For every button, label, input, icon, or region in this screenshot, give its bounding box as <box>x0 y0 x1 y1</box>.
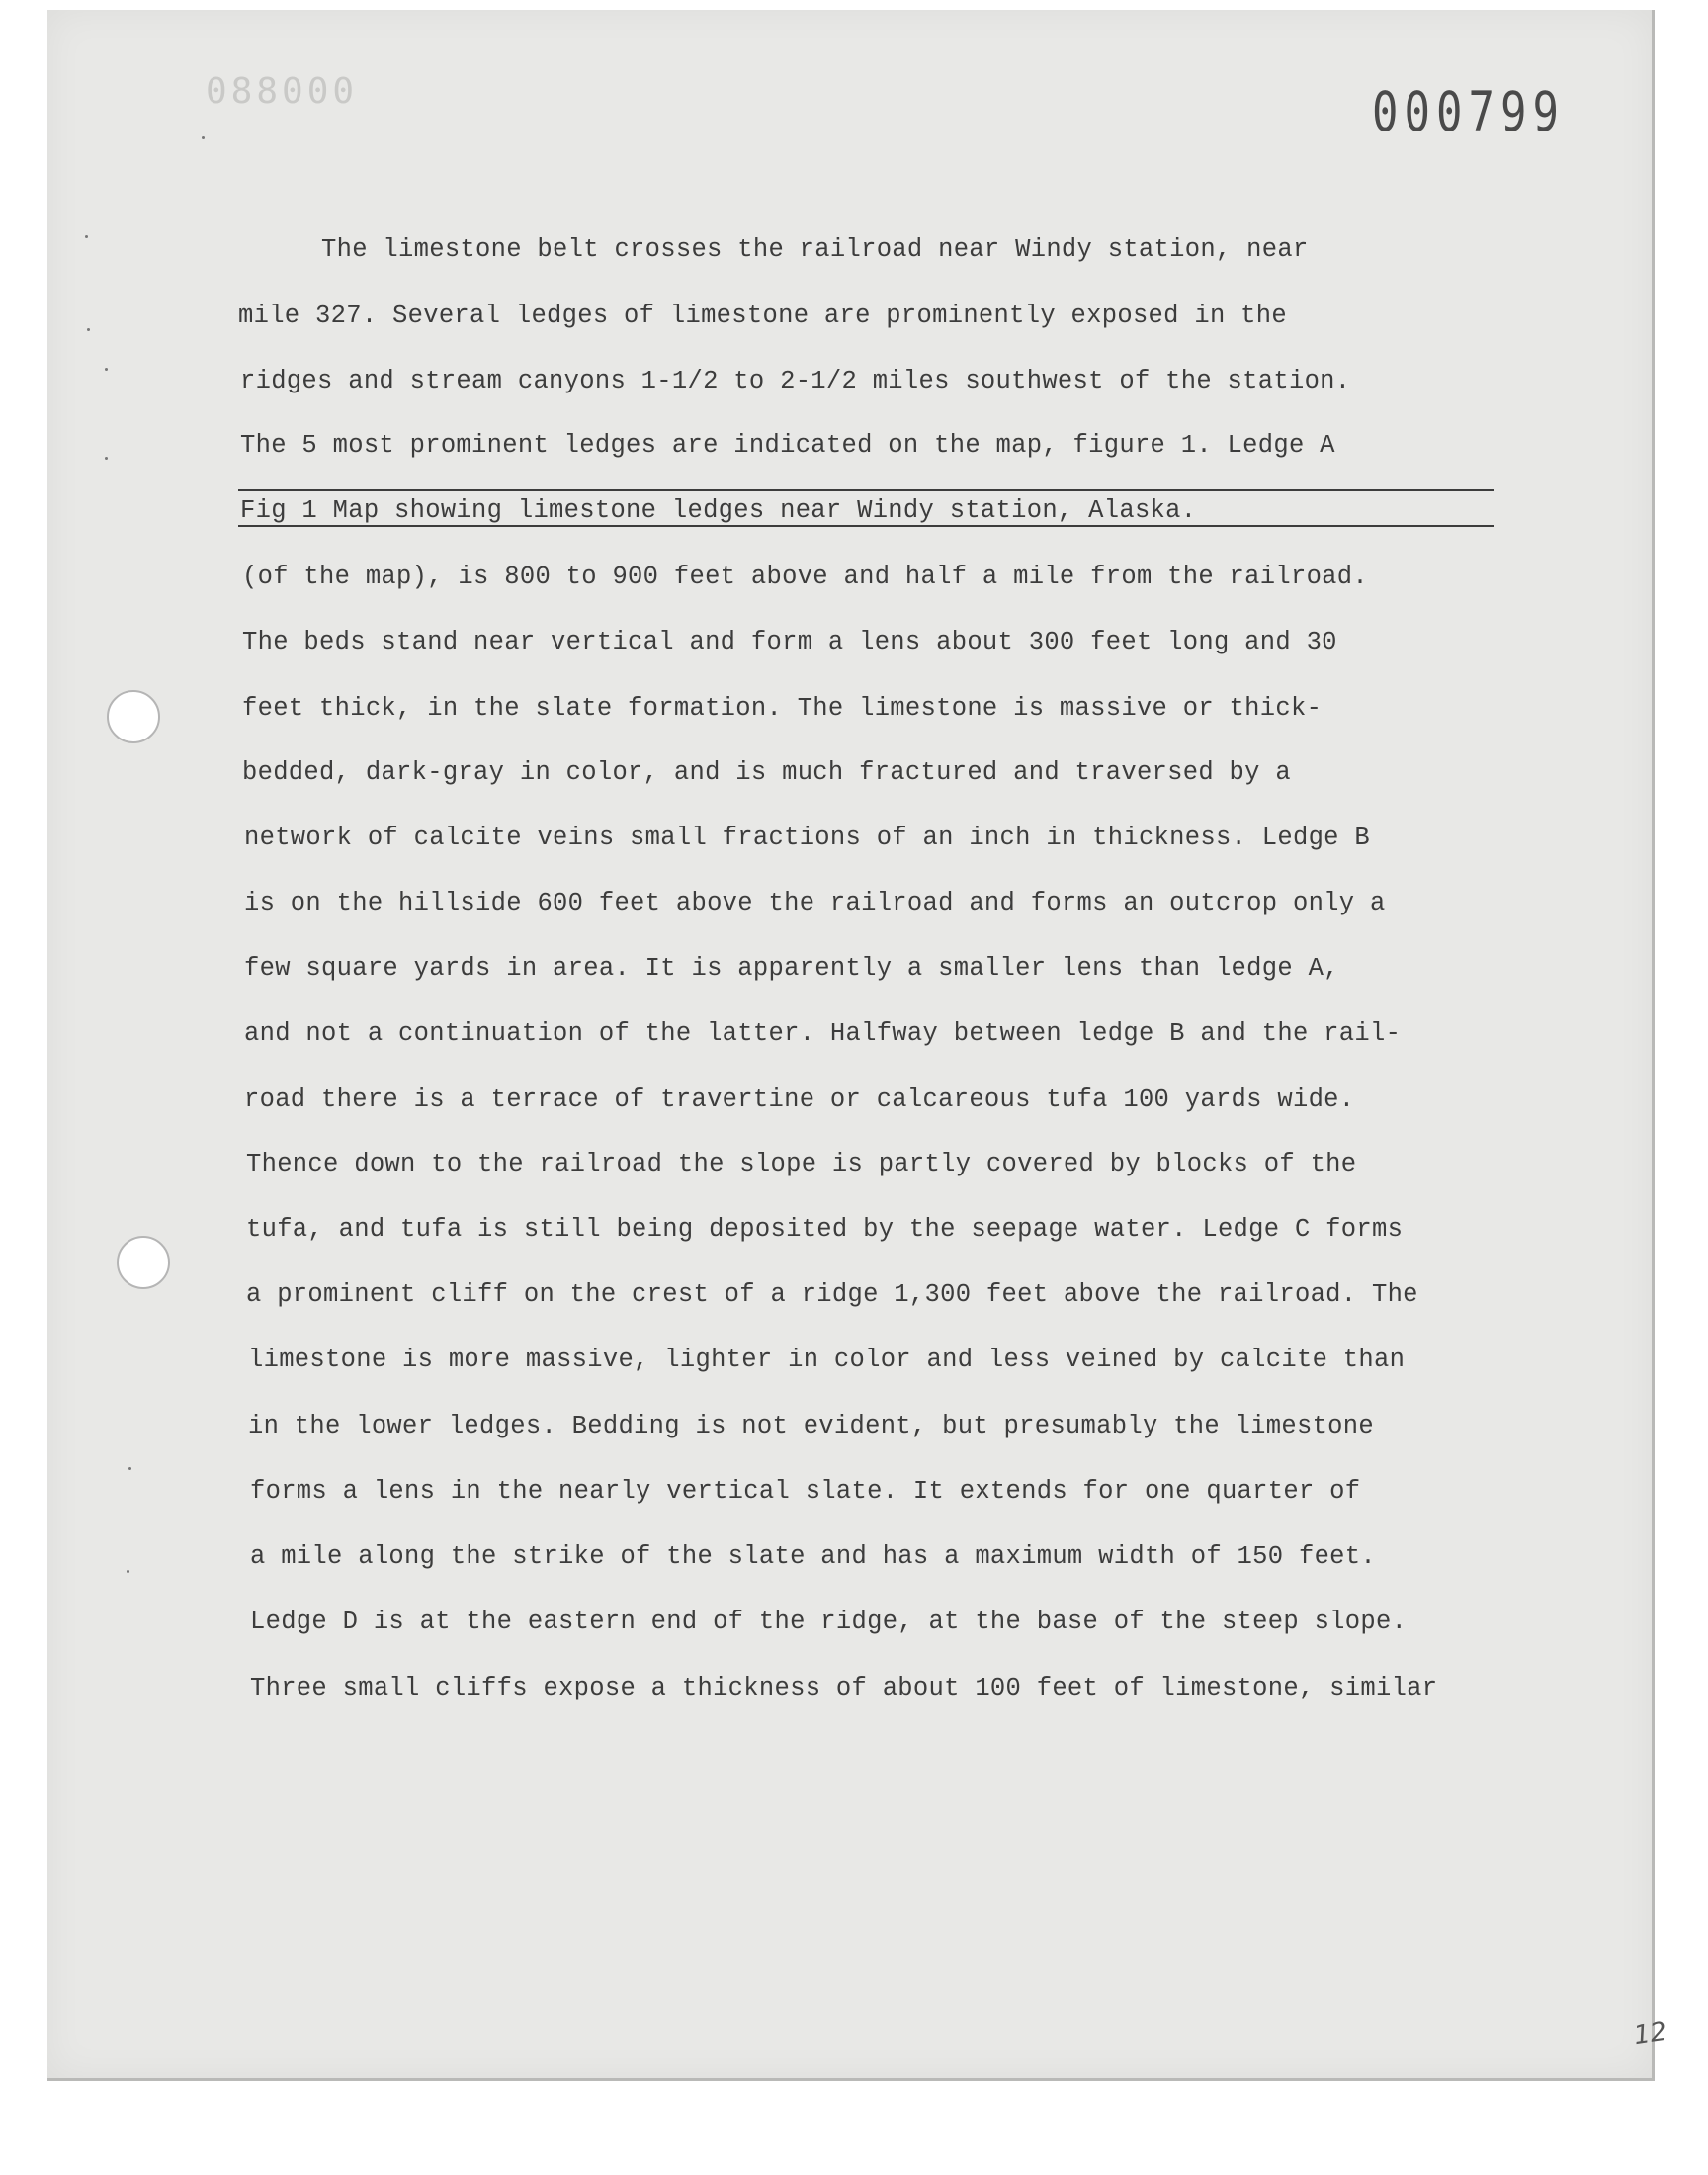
text-line: a mile along the strike of the slate and has a maximum width of 150 feet. <box>250 1542 1376 1571</box>
caption-rule-bottom <box>238 525 1494 527</box>
text-line: road there is a terrace of travertine or calcareous tufa 100 yards wide. <box>244 1086 1355 1114</box>
text-line: and not a continuation of the latter. Halfway between ledge B and the rail- <box>244 1019 1402 1048</box>
text-line: (of the map), is 800 to 900 feet above and half a mile from the railroad. <box>242 563 1368 591</box>
scan-speck <box>85 235 88 238</box>
text-line: The limestone belt crosses the railroad near Windy station, near <box>321 235 1309 264</box>
text-line: The beds stand near vertical and form a lens about 300 feet long and 30 <box>242 628 1337 656</box>
text-line: limestone is more massive, lighter in color and less veined by calcite than <box>248 1346 1406 1374</box>
figure-caption: Fig 1 Map showing limestone ledges near Windy station, Alaska. <box>240 496 1197 525</box>
handwritten-page-number: 12 <box>1632 2016 1669 2051</box>
text-line: Three small cliffs expose a thickness of about 100 feet of limestone, similar <box>250 1674 1438 1702</box>
caption-rule-top <box>238 489 1494 491</box>
text-line: Ledge D is at the eastern end of the ridge, at the base of the steep slope. <box>250 1608 1408 1636</box>
scan-speck <box>105 368 108 371</box>
faded-stamp-number: 088000 <box>206 71 359 112</box>
binder-hole <box>117 1236 170 1289</box>
text-line: The 5 most prominent ledges are indicated on the map, figure 1. Ledge A <box>240 431 1335 460</box>
text-line: network of calcite veins small fractions of an inch in thickness. Ledge B <box>244 824 1370 852</box>
text-line: feet thick, in the slate formation. The limestone is massive or thick- <box>242 694 1323 723</box>
binder-hole <box>107 690 160 743</box>
scan-speck <box>105 457 108 460</box>
scan-speck <box>127 1570 129 1573</box>
text-line: mile 327. Several ledges of limestone are prominently exposed in the <box>238 302 1287 330</box>
text-line: Thence down to the railroad the slope is partly covered by blocks of the <box>246 1150 1357 1178</box>
text-line: ridges and stream canyons 1-1/2 to 2-1/2 miles southwest of the station. <box>240 367 1351 395</box>
text-line: few square yards in area. It is apparently a smaller lens than ledge A, <box>244 954 1339 983</box>
scan-speck <box>202 136 205 139</box>
scan-speck <box>87 328 90 331</box>
text-line: tufa, and tufa is still being deposited by the seepage water. Ledge C forms <box>246 1215 1404 1244</box>
scan-speck <box>128 1467 131 1470</box>
text-line: in the lower ledges. Bedding is not evident, but presumably the limestone <box>248 1412 1374 1440</box>
text-line: a prominent cliff on the crest of a ridge 1,300 feet above the railroad. The <box>246 1280 1418 1309</box>
document-number: 000799 <box>1372 81 1565 144</box>
text-line: forms a lens in the nearly vertical slate. It extends for one quarter of <box>250 1477 1361 1506</box>
text-line: is on the hillside 600 feet above the railroad and forms an outcrop only a <box>244 889 1386 917</box>
document-page <box>47 10 1669 2081</box>
text-line: bedded, dark-gray in color, and is much fractured and traversed by a <box>242 758 1291 787</box>
